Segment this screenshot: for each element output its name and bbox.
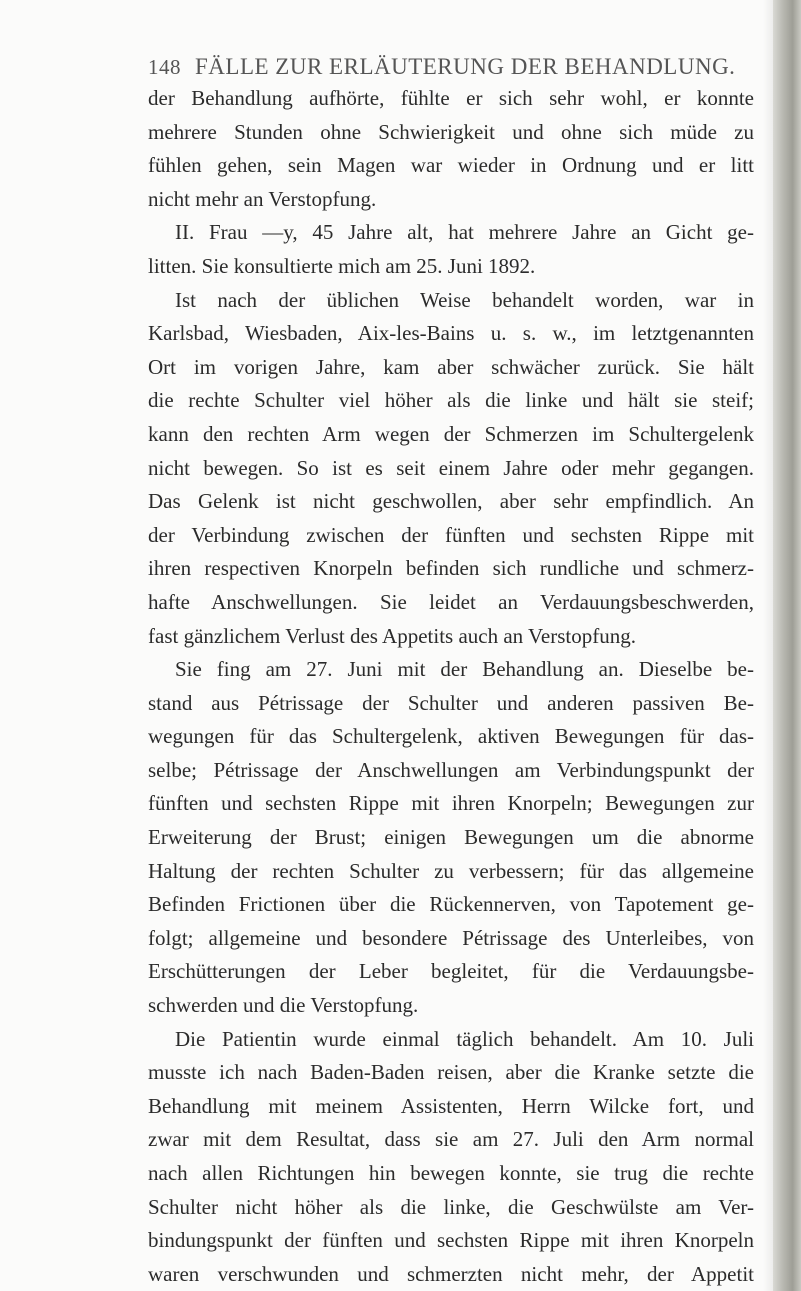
text-line: kann den rechten Arm wegen der Schmerzen im Schultergelenk — [148, 421, 754, 446]
text-line: musste ich nach Baden-Baden reisen, aber die Kranke setzte die — [148, 1060, 754, 1085]
text-line: waren verschwunden und schmerzten nicht mehr, der Appetit — [148, 1261, 754, 1286]
body-text — [148, 82, 754, 1291]
text-line: Ist nach der üblichen Weise behandelt worden, war in — [175, 287, 754, 312]
text-line: Erweiterung der Brust; einigen Bewegungen um die abnorme — [148, 825, 754, 850]
text-line: nicht bewegen. So ist es seit einem Jahre oder mehr gegangen. — [148, 455, 754, 480]
text-line: schwerden und die Verstopfung. — [148, 993, 419, 1018]
text-line: hafte Anschwellungen. Sie leidet an Verdauungsbeschwerden, — [148, 589, 754, 614]
text-line: folgt; allgemeine und besondere Pétrissage des Unterleibes, von — [148, 925, 754, 950]
binding-shadow — [763, 0, 773, 1291]
text-line: fühlen gehen, sein Magen war wieder in Ordnung und er litt — [148, 153, 754, 178]
text-line: ihren respectiven Knorpeln befinden sich rundliche und schmerz- — [148, 556, 754, 581]
text-line: fünften und sechsten Rippe mit ihren Knorpeln; Bewegungen zur — [148, 791, 754, 816]
text-line: Haltung der rechten Schulter zu verbessern; für das allgemeine — [148, 858, 754, 883]
text-line: wegungen für das Schultergelenk, aktiven Bewegungen für das- — [148, 724, 754, 749]
text-line: II. Frau —y, 45 Jahre alt, hat mehrere Jahre an Gicht ge- — [175, 220, 754, 245]
text-line: der Verbindung zwischen der fünften und sechsten Rippe mit — [148, 522, 754, 547]
text-line: nach allen Richtungen hin bewegen konnte, sie trug die rechte — [148, 1161, 754, 1185]
text-line: mehrere Stunden ohne Schwierigkeit und ohne sich müde zu — [148, 119, 754, 144]
text-line: der Behandlung aufhörte, fühlte er sich sehr wohl, er konnte — [148, 86, 754, 110]
text-line: selbe; Pétrissage der Anschwellungen am Verbindungspunkt der — [148, 757, 754, 782]
page-binding-edge — [773, 0, 801, 1291]
text-line: zwar mit dem Resultat, dass sie am 27. Juli den Arm normal — [148, 1127, 754, 1152]
text-line: Befinden Frictionen über die Rückennerven, von Tapotement ge- — [148, 892, 754, 917]
text-line: Karlsbad, Wiesbaden, Aix-les-Bains u. s. w., im letztgenannten — [148, 321, 754, 346]
text-line: nicht mehr an Verstopfung. — [148, 186, 377, 211]
text-line: Behandlung mit meinem Assistenten, Herrn Wilcke fort, und — [148, 1093, 754, 1118]
running-header — [148, 54, 748, 80]
text-line: bindungspunkt der fünften und sechsten Rippe mit ihren Knorpeln — [148, 1228, 754, 1253]
text-line: fast gänzlichem Verlust des Appetits auch an Verstopfung. — [148, 623, 636, 648]
running-title: FÄLLE ZUR ERLÄUTERUNG DER BEHANDLUNG. — [195, 54, 736, 79]
text-line: Erschütterungen der Leber begleitet, für die Verdauungsbe- — [148, 959, 754, 984]
text-line: litten. Sie konsultierte mich am 25. Juni 1892. — [148, 253, 536, 278]
text-line: Das Gelenk ist nicht geschwollen, aber sehr empfindlich. An — [148, 489, 754, 514]
text-line: stand aus Pétrissage der Schulter und anderen passiven Be- — [148, 690, 754, 715]
text-line: Die Patientin wurde einmal täglich behandelt. Am 10. Juli — [175, 1026, 754, 1051]
page-number: 148 — [148, 55, 181, 79]
text-line: Ort im vorigen Jahre, kam aber schwächer zurück. Sie hält — [148, 354, 754, 379]
text-line: die rechte Schulter viel höher als die linke und hält sie steif; — [148, 388, 754, 413]
text-line: Schulter nicht höher als die linke, die Geschwülste am Ver- — [148, 1194, 754, 1219]
text-line: Sie fing am 27. Juni mit der Behandlung an. Dieselbe be- — [175, 657, 754, 682]
